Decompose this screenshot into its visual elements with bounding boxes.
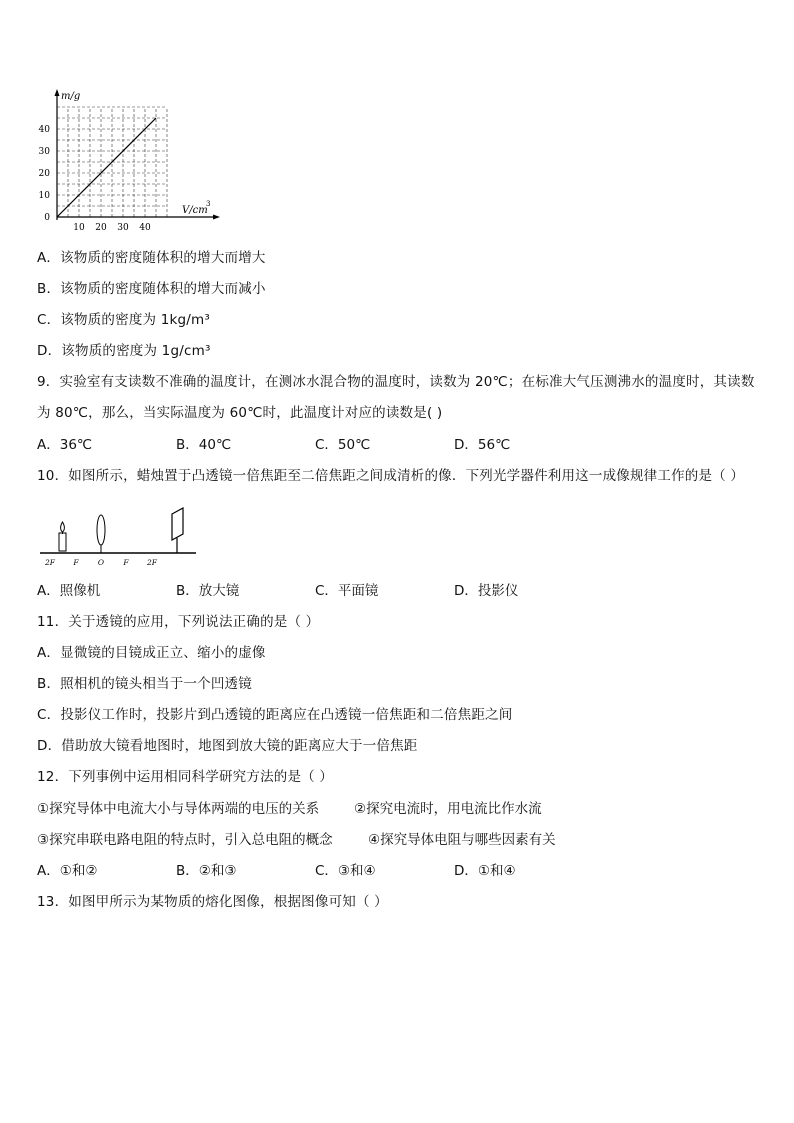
lens-diagram [38,500,200,568]
q11-option-c: C．投影仪工作时，投影片到凸透镜的距离应在凸透镜一倍焦距和二倍焦距之间 [37,707,513,723]
q10-stem: 10．如图所示，蜡烛置于凸透镜一倍焦距至二倍焦距之间成清析的像．下列光学器件利用这一成像规律工作的是（ ） [37,468,745,484]
focal-label: 2F [45,558,55,567]
q10-option-c: C．平面镜 [315,583,379,599]
y-tick-label: 10 [38,191,50,201]
mass-volume-line [57,118,156,217]
q12-option-a: A．①和② [37,863,98,879]
y-tick-label: 40 [38,125,50,135]
convex-lens-icon [97,515,105,545]
q9-option-c: C．50℃ [315,437,371,453]
q12-item-2: ②探究电流时，用电流比作水流 [354,801,542,817]
mass-volume-graph [30,86,230,234]
candle-icon [59,522,66,551]
q12-option-d: D．①和④ [454,863,516,879]
focal-label: O [97,558,105,567]
y-axis-arrow [55,89,60,96]
x-tick-label: 20 [95,223,107,233]
q8-option-d: D．该物质的密度为 1g/cm³ [37,343,211,359]
q10-option-d: D．投影仪 [454,583,519,599]
data-series [57,118,156,217]
y-tick-labels [39,125,51,223]
q9-stem-line1: 9．实验室有支读数不准确的温度计，在测冰水混合物的温度时，读数为 20℃；在标准大气压测沸水的温度时，其读数 [37,374,755,390]
q12-item-1: ①探究导体中电流大小与导体两端的电压的关系 [37,801,320,817]
q9-stem-line2: 为 80℃，那么，当实际温度为 60℃时，此温度计对应的读数是( ) [37,405,443,421]
q12-option-b: B．②和③ [176,863,237,879]
q12-stem: 12．下列事例中运用相同科学研究方法的是（ ） [37,769,334,785]
q11-stem: 11．关于透镜的应用，下列说法正确的是（ ） [37,614,320,630]
q11-option-b: B．照相机的镜头相当于一个凹透镜 [37,676,252,692]
x-axis-arrow [213,215,220,220]
focal-label: 2F [147,558,157,567]
q10-option-b: B．放大镜 [176,583,240,599]
y-tick-label: 30 [38,147,50,157]
focal-point-labels [44,558,158,567]
x-tick-label: 40 [139,223,151,233]
y-tick-label: 20 [38,169,50,179]
x-tick-labels [73,223,151,233]
q11-option-a: A．显微镜的目镜成正立、缩小的虚像 [37,645,266,661]
x-tick-label: 30 [117,223,129,233]
screen-icon [172,508,183,553]
y-tick-label: 0 [44,213,50,223]
q12-item-3: ③探究串联电路电阻的特点时，引入总电阻的概念 [37,832,333,848]
x-axis-label: V/cm [182,205,208,216]
q9-option-b: B．40℃ [176,437,232,453]
q12-item-4: ④探究导体电阻与哪些因素有关 [368,832,556,848]
q9-option-a: A．36℃ [37,437,93,453]
q8-option-a: A．该物质的密度随体积的增大而增大 [37,250,266,266]
q12-option-c: C．③和④ [315,863,376,879]
q10-option-a: A．照像机 [37,583,101,599]
q8-option-c: C．该物质的密度为 1kg/m³ [37,312,211,328]
y-axis-label: m/g [61,91,81,102]
q8-option-b: B．该物质的密度随体积的增大而减小 [37,281,266,297]
focal-label: F [73,558,79,567]
q13-stem: 13．如图甲所示为某物质的熔化图像，根据图像可知（ ） [37,894,388,910]
q11-option-d: D．借助放大镜看地图时，地图到放大镜的距离应大于一倍焦距 [37,738,418,754]
x-axis-label-sup: 3 [206,200,211,208]
focal-label: F [123,558,129,567]
q9-option-d: D．56℃ [454,437,511,453]
x-tick-label: 10 [73,223,85,233]
